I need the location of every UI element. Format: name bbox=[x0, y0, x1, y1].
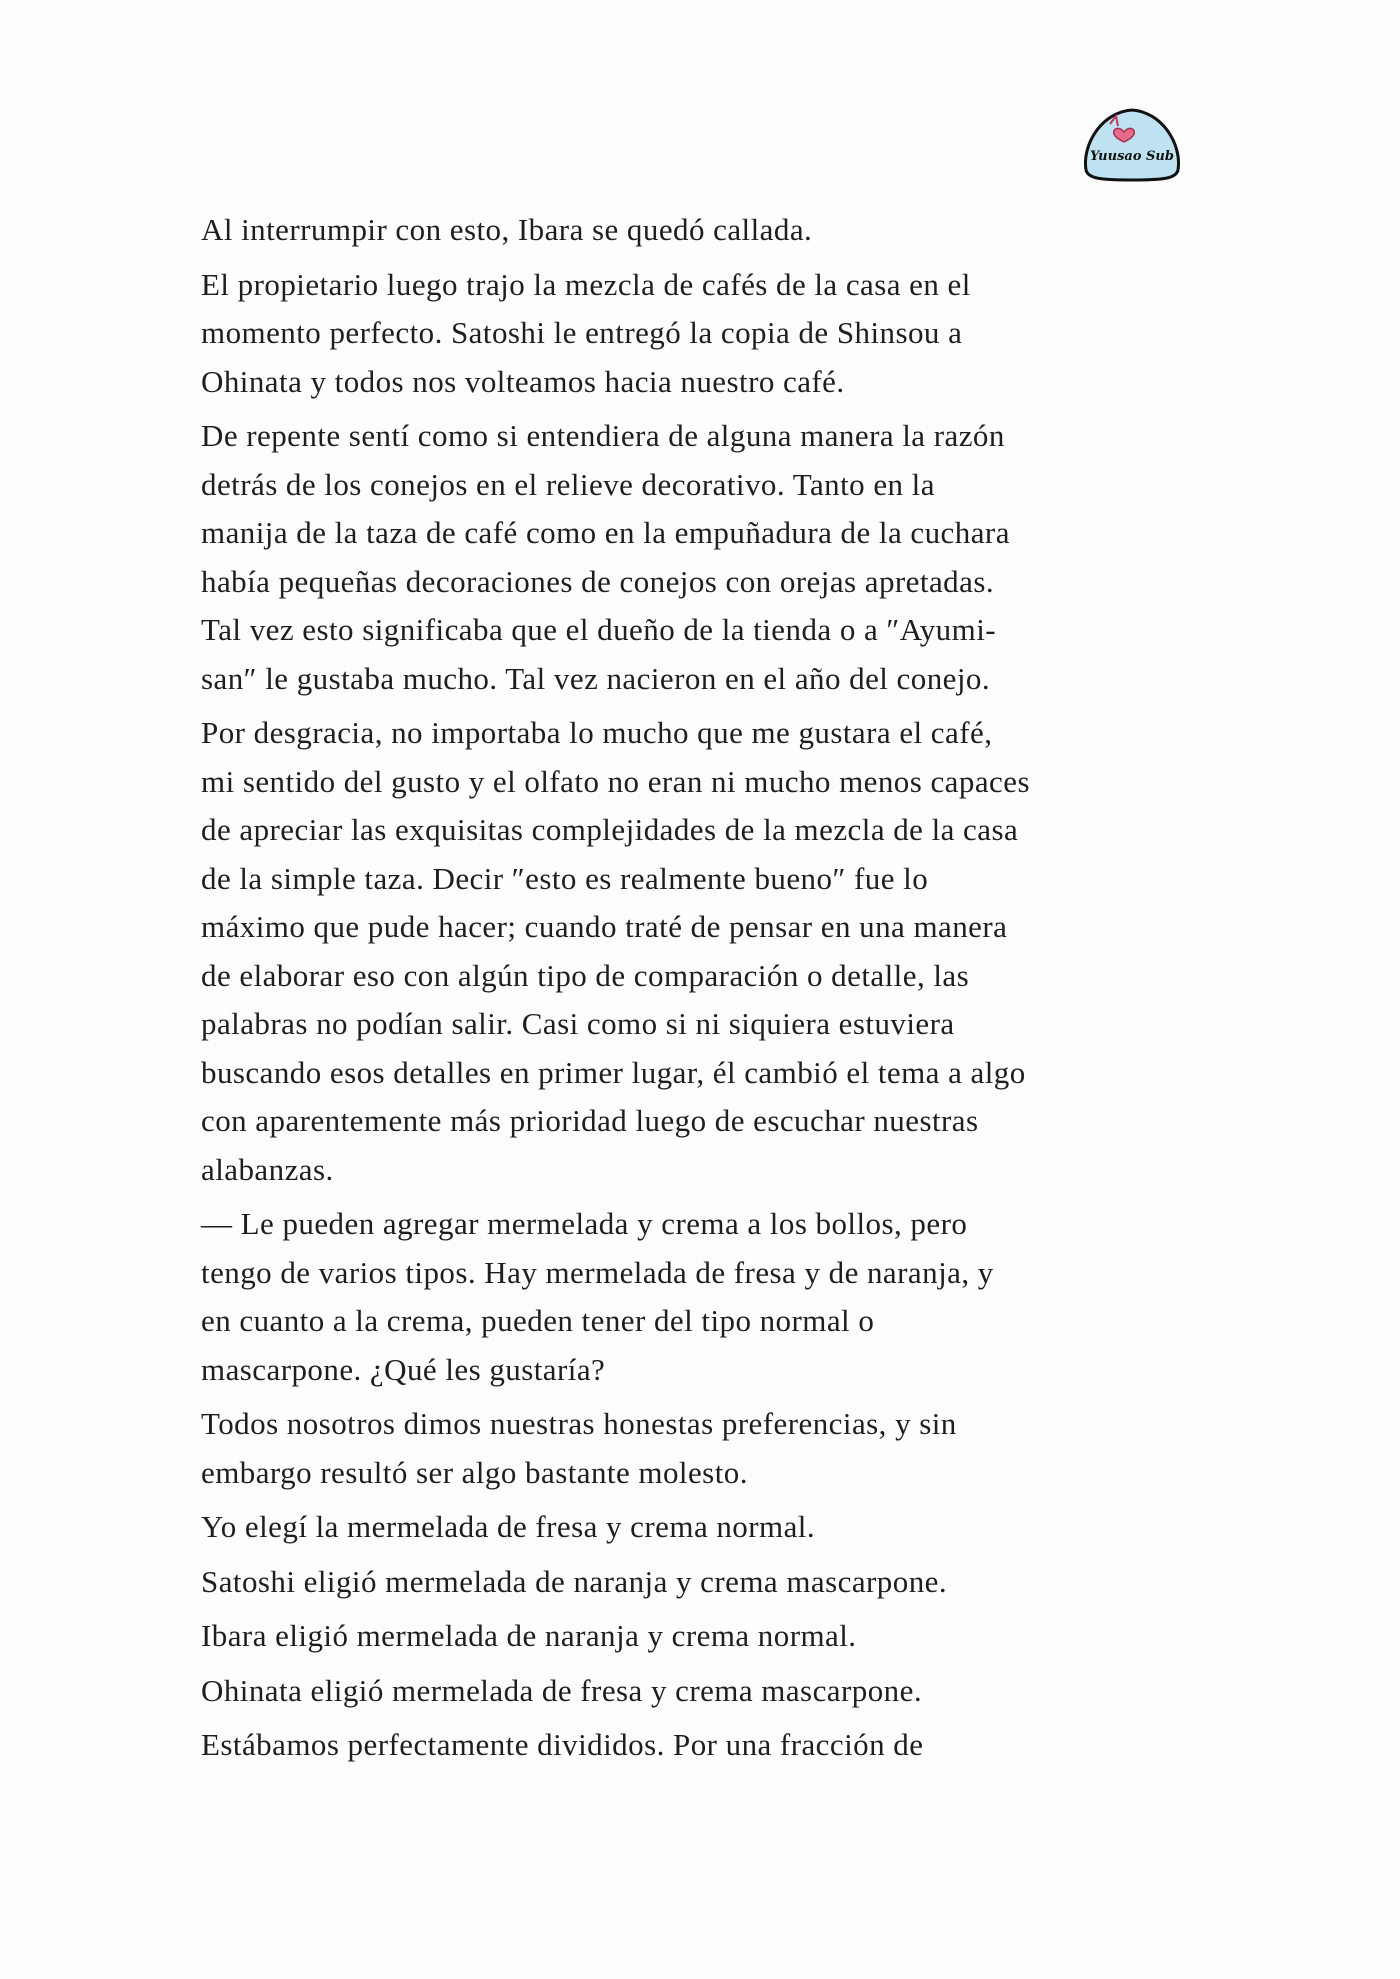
paragraph: Satoshi eligió mermelada de naranja y crema mascarpone. bbox=[201, 1563, 948, 1599]
paragraph: Ohinata eligió mermelada de fresa y crema mascarpone. bbox=[201, 1672, 923, 1708]
watermark-logo bbox=[1080, 104, 1184, 184]
paragraph: Estábamos perfectamente divididos. Por una fracción de bbox=[201, 1727, 924, 1762]
paragraph: Por desgracia, no importaba lo mucho que me gustara el café, mi sentido del gusto y el olfato no eran ni mucho menos capaces de apreciar las exquisitas complejidades de la mezcla de la casa de la simple taza. Decir ″esto es realmente bueno″ fue lo máximo que pude hacer; cuando traté de pensar en una manera de elaborar eso con algún tipo de comparación o detalle, las palabras no podían salir. Casi como si ni siquiera estuviera buscando esos detalles en primer lugar, él cambió el tema a algo con aparentemente más prioridad luego de escuchar nuestras alabanzas. bbox=[201, 715, 1030, 1187]
paragraph: — Le pueden agregar mermelada y crema a los bollos, pero tengo de varios tipos. Hay mermelada de fresa y de naranja, y en cuanto a la crema, pueden tener del tipo normal o mascarpone. ¿Qué les gustaría? bbox=[201, 1206, 994, 1387]
paragraph: Al interrumpir con esto, Ibara se quedó callada. bbox=[201, 212, 813, 247]
paragraph: El propietario luego trajo la mezcla de cafés de la casa en el momento perfecto. Satoshi le entregó la copia de Shinsou a Ohinata y todos nos volteamos hacia nuestro café. bbox=[201, 266, 971, 399]
paragraph: De repente sentí como si entendiera de alguna manera la razón detrás de los conejos en el relieve decorativo. Tanto en la manija de la taza de café como en la empuñadura de la cuchara había pequeñas decoraciones de conejos con orejas apretadas. Tal vez esto significaba que el dueño de la tienda o a ″Ayumi- san″ le gustaba mucho. Tal vez nacieron en el año del conejo. bbox=[201, 418, 1010, 696]
paragraph: Yo elegí la mermelada de fresa y crema normal. bbox=[201, 1509, 816, 1544]
paragraph: Ibara eligió mermelada de naranja y crema normal. bbox=[201, 1618, 857, 1653]
svg-text:Yuusao Sub: Yuusao Sub bbox=[1090, 149, 1174, 164]
paragraph: Todos nosotros dimos nuestras honestas preferencias, y sin embargo resultó ser algo bastante molesto. bbox=[201, 1406, 957, 1490]
document-body bbox=[201, 206, 1211, 1776]
